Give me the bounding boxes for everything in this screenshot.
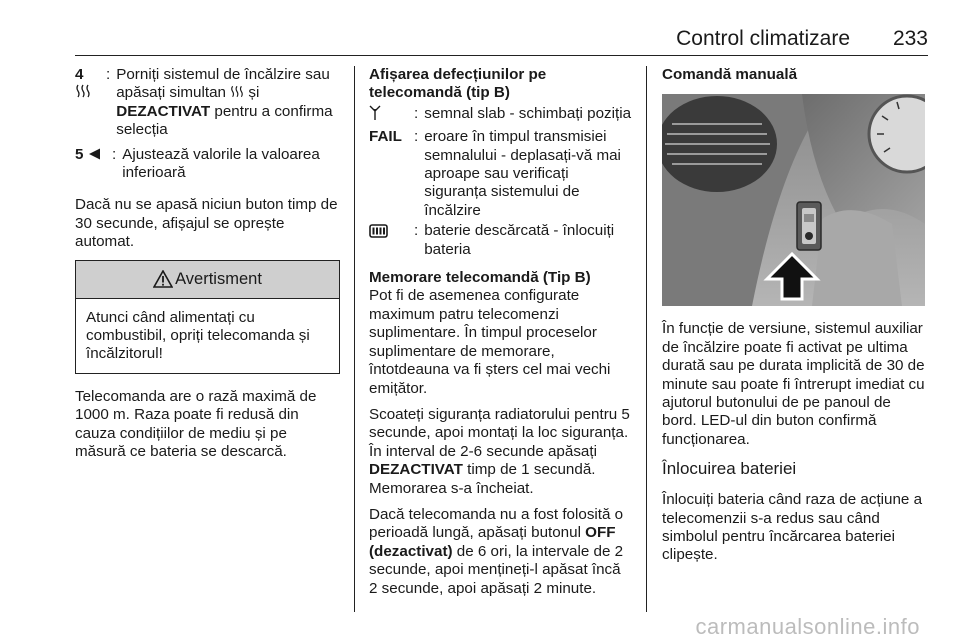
column-3: [662, 66, 928, 573]
definition-item-4: 4 : Porniți sistemul de încălzire sau apăsați simultan și DEZACTIVAT pentru a confirma selecția: [75, 66, 340, 140]
item-description: baterie descărcată - înlocuiți bateria: [424, 222, 615, 258]
page-number: 233: [892, 27, 928, 50]
heater-waves-icon: [75, 84, 91, 98]
paragraph: Dacă telecomanda nu a fost folosită o perioadă lungă, apăsați butonul OFF (dezactivat) de 6 ori, la intervale de 2 secunde, apoi mențineți-l apăsat încă 2 secunde, apoi apăsați 2 minute.: [369, 505, 624, 597]
item-description: Ajustează valorile la valoarea inferioară: [122, 145, 320, 182]
item-description: eroare în timpul transmisiei semnalului - deplasați-vă mai aproape sau verificați siguranța sistemului de încălzire: [424, 128, 621, 219]
left-arrow-icon: [88, 148, 101, 160]
warning-body: Atunci când alimentați cu combustibil, opriți telecomanda și încălzitorul!: [86, 308, 310, 363]
paragraph: Scoateți siguranța radiatorului pentru 5 secunde, apoi montați la loc siguranța. În interval de 2-6 secunde apăsați DEZACTIVAT timp de 1 secundă. Memorarea s-a încheiat.: [369, 405, 630, 497]
column-divider: [354, 66, 355, 612]
item-key: 4: [75, 66, 84, 83]
dashboard-button-photo: [662, 94, 925, 306]
column-divider: [646, 66, 647, 612]
warning-triangle-icon: [153, 270, 173, 288]
section-heading: Comandă manuală: [662, 66, 798, 83]
warning-box: [75, 260, 340, 374]
dashboard-illustration: [662, 94, 925, 306]
warning-title: Avertisment: [175, 269, 262, 288]
section-heading: Afișarea defecțiunilor pe telecomandă (tip B): [369, 66, 547, 102]
paragraph: Pot fi de asemenea configurate maximum patru telecomenzi suplimentare. În timpul proceselor suplimentare de memorare, întotdeauna va fi șters cel mai vechi emițător.: [369, 287, 611, 397]
definition-item-5: 5 : Ajustează valorile la valoarea inferioară: [75, 146, 340, 183]
column-2: [369, 66, 632, 606]
item-key: 5: [75, 145, 84, 163]
page-header: [75, 26, 928, 56]
section-heading: Înlocuirea bateriei: [662, 459, 797, 479]
item-description: Porniți sistemul de încălzire sau apăsați simultan și DEZACTIVAT pentru a confirma selecția: [116, 66, 333, 139]
battery-icon: [369, 224, 389, 238]
warning-header: [76, 261, 339, 299]
column-1: [75, 66, 340, 470]
item-description: semnal slab - schimbați poziția: [424, 104, 632, 122]
section-heading: Memorare telecomandă (Tip B): [369, 269, 591, 287]
page-title: Control climatizare: [676, 27, 850, 50]
definition-item-fail: FAIL : eroare în timpul transmisiei semnalului - deplasați-vă mai aproape sau verificați siguranța sistemului de încălzire: [369, 128, 632, 220]
definition-item-signal: : semnal slab - schimbați poziția: [369, 105, 632, 126]
paragraph: Telecomanda are o rază maximă de 1000 m. Raza poate fi redusă din cauza condițiilor de mediu și pe măsură ce bateria se descarcă.: [75, 387, 317, 461]
paragraph: În funcție de versiune, sistemul auxiliar de încălzire poate fi activat pe ultima durată sau pe durata implicită de 30 de minute sau poate fi întrerupt imediat cu ajutorul butonului de pe panoul de bord. LED-ul din buton confirmă funcționarea.: [662, 320, 925, 448]
item-key: FAIL: [369, 128, 402, 146]
antenna-icon: [369, 105, 381, 121]
paragraph: Dacă nu se apasă niciun buton timp de 30 secunde, afișajul se oprește automat.: [75, 196, 338, 251]
heater-waves-icon: [230, 85, 244, 98]
paragraph: Înlocuiți bateria când raza de acțiune a telecomenzii s-a redus sau când simbolul pentru încărcarea bateriei clipește.: [662, 491, 923, 564]
definition-item-battery: : baterie descărcată - înlocuiți bateria: [369, 222, 632, 259]
watermark: carmanualsonline.info: [695, 613, 920, 639]
